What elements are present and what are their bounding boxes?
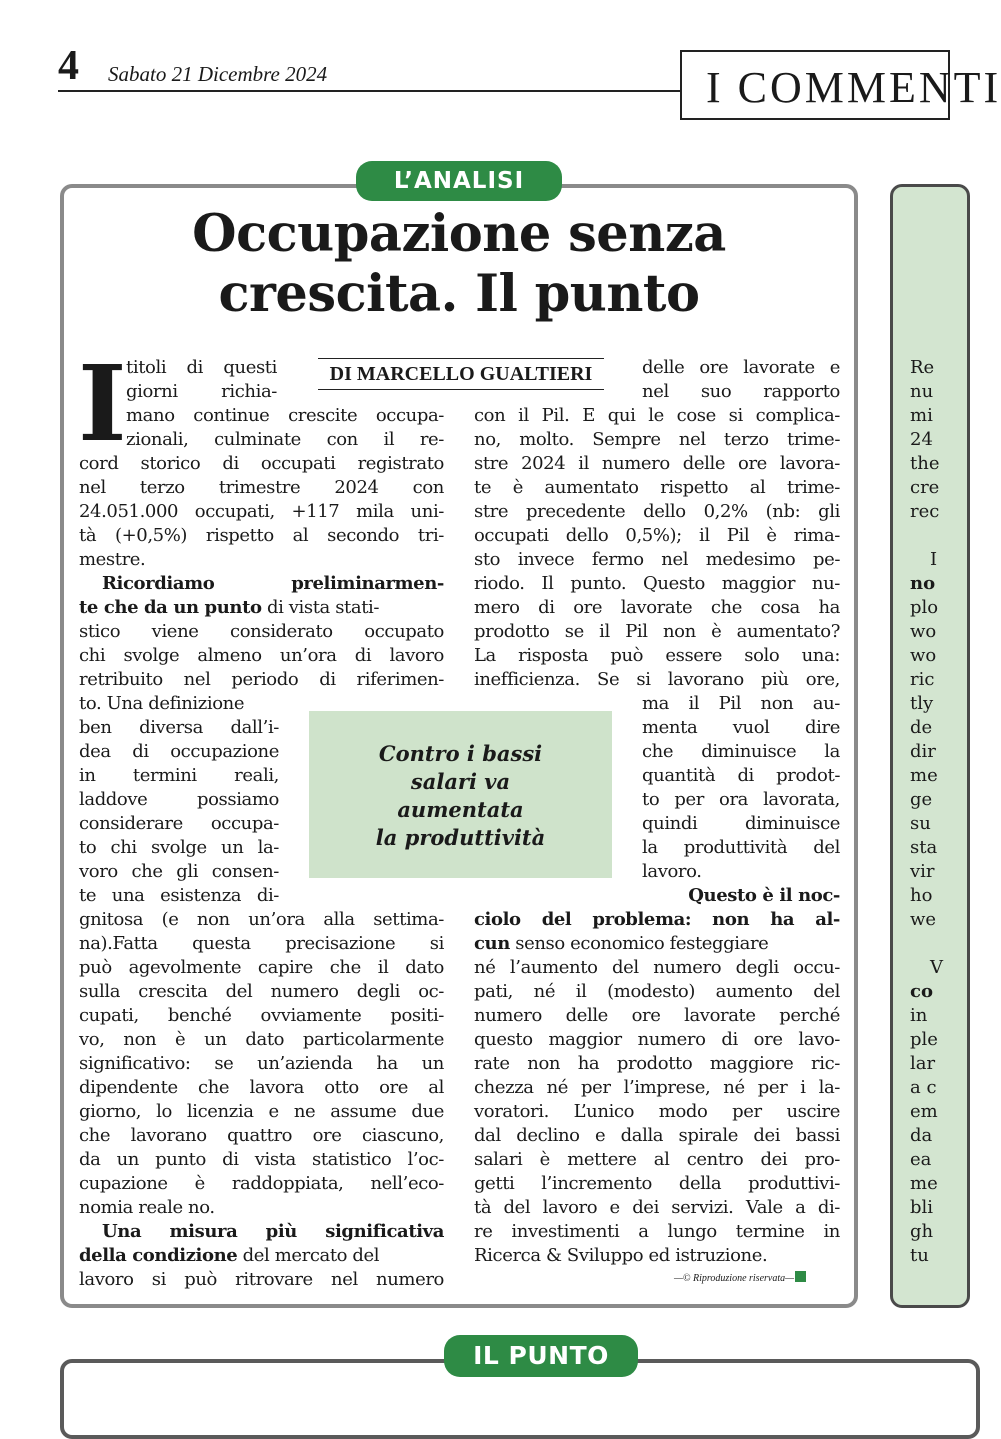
text-line: to per ora lavorata, (642, 789, 840, 810)
fragment-line: rec (910, 501, 940, 522)
fragment-line: lar (910, 1053, 936, 1074)
text-line: ben diversa dall’i- (79, 717, 279, 738)
text-line: to. Una definizione (79, 693, 245, 714)
pullquote-line: la produttività (375, 825, 546, 850)
fragment-line: V (930, 957, 943, 978)
page-number: 4 (58, 43, 79, 89)
pullquote-line: aumentata (397, 797, 524, 822)
text-line: la produttività del (642, 837, 840, 858)
fragment-line: ple (910, 1029, 938, 1050)
text-line: cun senso economico festeggiare (474, 933, 769, 954)
fragment-line: ric (910, 669, 935, 690)
text-line: stico viene considerato occupato (79, 621, 444, 642)
fragment-line: su (910, 813, 931, 834)
text-line: retribuito nel periodo di riferimen- (79, 669, 444, 690)
fragment-line: ge (910, 789, 933, 810)
fragment-line: mi (910, 405, 933, 426)
text-line: nel terzo trimestre 2024 con (79, 477, 444, 498)
fragment-line: vir (910, 861, 935, 882)
copyright-notice: —© Riproduzione riservata— (674, 1271, 806, 1286)
text-line: tà (+0,5%) rispetto al secondo tri- (79, 525, 444, 546)
fragment-line: sta (910, 837, 938, 858)
text-line: considerare occupa- (79, 813, 279, 834)
fragment-line: wo (910, 621, 937, 642)
fragment-line: 24 (910, 429, 933, 450)
text-line: Questo è il noc- (688, 885, 840, 906)
text-line: na).Fatta questa precisazione si (79, 933, 444, 954)
text-line: pati, né il (modesto) aumento del (474, 981, 840, 1002)
text-line: sto invece fermo nel medesimo pe- (474, 549, 840, 570)
text-line: stre 2024 il numero delle ore lavora- (474, 453, 840, 474)
text-line: voro che gli consen- (79, 861, 279, 882)
text-line: questo maggior numero di ore lavo- (474, 1029, 840, 1050)
text-line: numero delle ore lavorate perché (474, 1005, 840, 1026)
text-line: zionali, culminate con il re- (126, 429, 444, 450)
text-line: dea di occupazione (79, 741, 279, 762)
text-line: lavoro si può ritrovare nel numero (79, 1269, 444, 1290)
text-line: inefficienza. Se si lavorano più ore, (474, 669, 840, 690)
text-line: ciolo del problema: non ha al- (474, 909, 840, 930)
text-line: salari è mettere al centro dei pro- (474, 1149, 840, 1170)
pullquote-line: salari va (410, 769, 511, 794)
text-line: re investimenti a lungo termine in (474, 1221, 840, 1242)
text-line: delle ore lavorate e (642, 357, 840, 378)
fragment-line: plo (910, 597, 939, 618)
section-title-box (680, 50, 1001, 120)
text-line: Una misura più significativa (102, 1221, 444, 1242)
text-line: né l’aumento del numero degli occu- (474, 957, 840, 978)
headline-line-1: Occupazione senza (192, 204, 726, 264)
text-line: dipendente che lavora otto ore al (79, 1077, 444, 1098)
fragment-line: cre (910, 477, 940, 498)
fragment-line: Re (910, 357, 935, 378)
text-line: nomia reale no. (79, 1197, 215, 1218)
text-line: occupati dello 0,5%); il Pil è rima- (474, 525, 840, 546)
text-line: mero di ore lavorate che cosa ha (474, 597, 840, 618)
text-line: laddove possiamo (79, 789, 279, 810)
text-line: ma il Pil non au- (642, 693, 840, 714)
text-line: mano continue crescite occupa- (126, 405, 444, 426)
byline-author: MARCELLO GUALTIERI (356, 363, 593, 385)
text-line: te è aumentato rispetto al trime- (474, 477, 840, 498)
text-line: nel suo rapporto (642, 381, 840, 402)
headline-line-2: crescita. Il punto (218, 264, 700, 324)
fragment-line: bli (910, 1197, 934, 1218)
text-line: 24.051.000 occupati, +117 mila uni- (79, 501, 444, 522)
text-line: quantità di prodot- (642, 765, 840, 786)
text-line: chi svolge almeno un’ora di lavoro (79, 645, 444, 666)
text-line: Ricordiamo preliminarmen- (102, 573, 444, 594)
fragment-line: the (910, 453, 940, 474)
text-line: con il Pil. E qui le cose si complica- (474, 405, 840, 426)
fragment-line: dir (910, 741, 936, 762)
fragment-line: wo (910, 645, 937, 666)
fragment-line: tly (910, 693, 934, 714)
next-article-kicker: IL PUNTO (444, 1335, 638, 1377)
fragment-line: da (910, 1125, 933, 1146)
fragment-line: ea (910, 1149, 932, 1170)
text-line: quindi diminuisce (642, 813, 840, 834)
fragment-line: me (910, 765, 938, 786)
pullquote-line: Contro i bassi (378, 741, 543, 766)
text-line: gnitosa (e non un’ora alla settima- (79, 909, 444, 930)
drop-cap: I (78, 342, 127, 465)
text-line: cupazione è raddoppiata, nell’eco- (79, 1173, 444, 1194)
article-headline (70, 204, 848, 324)
pullquote (309, 740, 612, 852)
text-line: chezza né per l’imprese, né per i la- (474, 1077, 840, 1098)
text-line: dal declino e dalla spirale dei bassi (474, 1125, 840, 1146)
text-line: che lavorano quattro ore ciascuno, (79, 1125, 444, 1146)
text-line: prodotto se il Pil non è aumentato? (474, 621, 840, 642)
fragment-line: de (910, 717, 933, 738)
text-line: cupati, benché ovviamente positi- (79, 1005, 444, 1026)
fragment-line: me (910, 1173, 938, 1194)
fragment-line: we (910, 909, 937, 930)
text-line: te che da un punto di vista stati- (79, 597, 380, 618)
fragment-line (910, 932, 943, 956)
text-line: no, molto. Sempre nel terzo trime- (474, 429, 840, 450)
fragment-line: gh (910, 1221, 934, 1242)
text-line: riodo. Il punto. Questo maggior nu- (474, 573, 840, 594)
text-line: La risposta può essere solo una: (474, 645, 840, 666)
end-mark-icon (795, 1271, 806, 1282)
text-line: stre precedente dello 0,2% (nb: gli (474, 501, 840, 522)
text-line: tà del lavoro e dei servizi. Vale a di- (474, 1197, 840, 1218)
fragment-line: in (910, 1005, 928, 1026)
text-line: che diminuisce la (642, 741, 840, 762)
fragment-line: tu (910, 1245, 929, 1266)
text-line: voratori. L’unico modo per uscire (474, 1101, 840, 1122)
text-line: Ricerca & Sviluppo ed istruzione. (474, 1245, 768, 1266)
article-kicker: L’ANALISI (356, 161, 562, 201)
text-line: giorni richia- (126, 381, 277, 402)
text-line: in termini reali, (79, 765, 279, 786)
text-line: della condizione del mercato del (79, 1245, 380, 1266)
text-line: lavoro. (642, 861, 702, 882)
text-line: da un punto di vista statistico l’oc- (79, 1149, 444, 1170)
text-line: getti l’incremento della produttivi- (474, 1173, 840, 1194)
fragment-line: I (930, 549, 938, 570)
issue-date: Sabato 21 Dicembre 2024 (108, 62, 328, 86)
byline-prefix: DI (329, 363, 357, 385)
text-line: cord storico di occupati registrato (79, 453, 444, 474)
fragment-line: co (910, 981, 933, 1002)
text-line: rate non ha prodotto maggiore ric- (474, 1053, 840, 1074)
fragment-line: nu (910, 381, 934, 402)
text-line: giorno, lo licenzia e ne assume due (79, 1101, 444, 1122)
text-line: to chi svolge un la- (79, 837, 279, 858)
text-line: può agevolmente capire che il dato (79, 957, 444, 978)
fragment-line: a c (910, 1077, 937, 1098)
text-line: significativo: se un’azienda ha un (79, 1053, 444, 1074)
text-line: te una esistenza di- (79, 885, 279, 906)
section-title: I COMMENTI (706, 63, 1001, 112)
fragment-line: ho (910, 885, 933, 906)
fragment-line: no (910, 573, 936, 594)
text-line: menta vuol dire (642, 717, 840, 738)
adjacent-article-text (910, 356, 943, 1268)
text-line: titoli di questi (126, 357, 277, 378)
text-line: mestre. (79, 549, 146, 570)
text-line: sulla crescita del numero degli oc- (79, 981, 444, 1002)
header-rule (58, 90, 682, 92)
fragment-line: em (910, 1101, 938, 1122)
fragment-line (910, 524, 943, 548)
text-line: vo, non è un dato particolarmente (79, 1029, 444, 1050)
